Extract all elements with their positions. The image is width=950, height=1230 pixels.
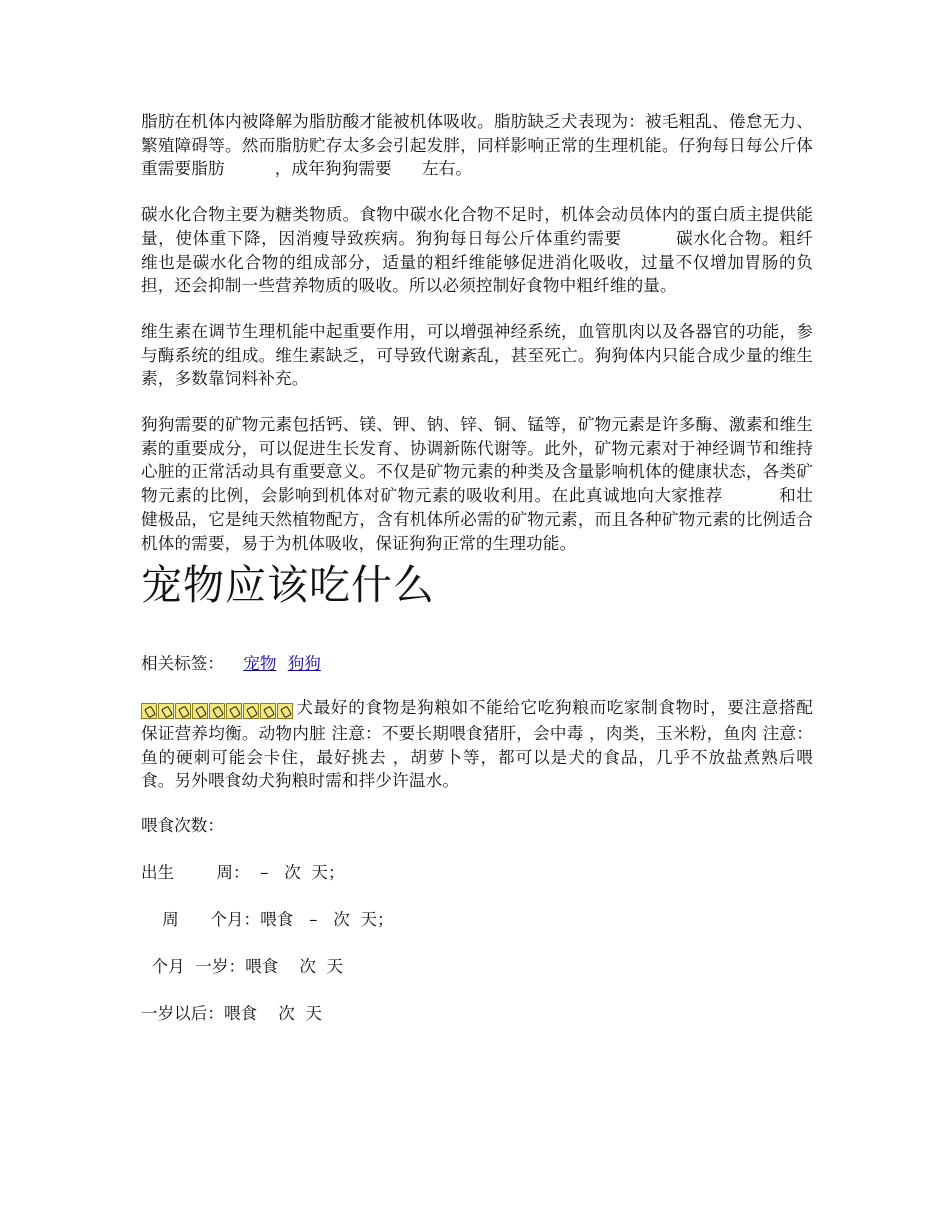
- broken-image-icons: [141, 698, 294, 722]
- food-paragraph: [141, 696, 813, 793]
- feeding-heading: 喂食次数：: [141, 816, 224, 836]
- broken-image-icon: [260, 703, 276, 719]
- fat-text-3: 左右。: [421, 159, 473, 179]
- broken-image-icon: [175, 703, 191, 719]
- mineral-paragraph: [141, 413, 813, 555]
- fat-text-2: ，成年狗狗需要: [274, 159, 392, 179]
- tag-link-dog[interactable]: 狗狗: [287, 654, 321, 674]
- broken-image-icon: [243, 703, 259, 719]
- fat-text-1: 脂肪在机体内被降解为脂肪酸才能被机体吸收。脂肪缺乏犬表现为：被毛粗乱、倦怠无力、繁殖障碍等。然而脂肪贮存太多会引起发胖，同样影响正常的生理机能。仔狗每日每公斤体重需要脂肪: [141, 112, 813, 179]
- document-page: [141, 110, 813, 1049]
- mineral-text-2: 和壮健极品，它是纯天然植物配方，含有机体所必需的矿物元素，而且各种矿物元素的比例适合机体的需要，易于为机体吸收，保证狗狗正常的生理功能。: [141, 486, 813, 553]
- carb-text-2: 碳水化合物。粗纤维也是碳水化合物的组成部分，适量的粗纤维能够促进消化吸收，过量不仅增加胃肠的负担，还会抑制一些营养物质的吸收。所以必须控制好食物中粗纤维的量。: [141, 228, 814, 296]
- food-text: 犬最好的食物是狗粮如不能给它吃狗粮而吃家制食物时，要注意搭配保证营养均衡。动物内脏 注意：不要长期喂食猪肝，会中毒 ，肉类，玉米粉，鱼肉 注意：鱼的硬刺可能会卡住，最好挑去 ，胡萝卜等，都可以是犬的食品，几乎不放盐煮熟后喂食。另外喂食幼犬狗粮时需和拌少许温水。: [141, 698, 813, 791]
- broken-image-icon: [209, 703, 225, 719]
- broken-image-icon: [141, 703, 157, 719]
- feeding-line: 一岁以后：喂食 次 天: [141, 1004, 322, 1024]
- broken-image-icon: [226, 703, 242, 719]
- mineral-text-1: 狗狗需要的矿物元素包括钙、镁、钾、钠、锌、铜、锰等，矿物元素是许多酶、激素和维生素的重要成分，可以促进生长发育、协调新陈代谢等。此外，矿物元素对于神经调节和维持心脏的正常活动具有重要意义。不仅是矿物元素的种类及含量影响机体的健康状态，各类矿物元素的比例，会影响到机体对矿物元素的吸收利用。在此真诚地向大家推荐: [141, 415, 813, 506]
- related-tags: [141, 652, 813, 676]
- broken-image-icon: [158, 703, 174, 719]
- carb-text-1: 碳水化合物主要为糖类物质。食物中碳水化合物不足时，机体会动员体内的蛋白质主提供能量，使体重下降，因消瘦导致疾病。狗狗每日每公斤体重约需要: [141, 205, 813, 248]
- tag-link-pet[interactable]: 宠物: [243, 654, 277, 674]
- vitamin-paragraph: 维生素在调节生理机能中起重要作用，可以增强神经系统，血管肌肉以及各器官的功能，参与酶系统的组成。维生素缺乏，可导致代谢紊乱，甚至死亡。狗狗体内只能合成少量的维生素，多数靠饲料补充。: [141, 321, 813, 389]
- broken-image-icon: [277, 703, 293, 719]
- feeding-line: 个月 一岁：喂食 次 天: [141, 957, 344, 977]
- article-title: 宠物应该吃什么: [141, 561, 435, 610]
- fat-paragraph: [141, 110, 813, 181]
- feeding-line: 出生 周： – 次 天；: [141, 863, 345, 883]
- feeding-line: 周 个月：喂食 – 次 天；: [141, 910, 394, 930]
- broken-image-icon: [192, 703, 208, 719]
- carb-paragraph: [141, 203, 813, 298]
- tags-label: 相关标签：: [141, 654, 224, 674]
